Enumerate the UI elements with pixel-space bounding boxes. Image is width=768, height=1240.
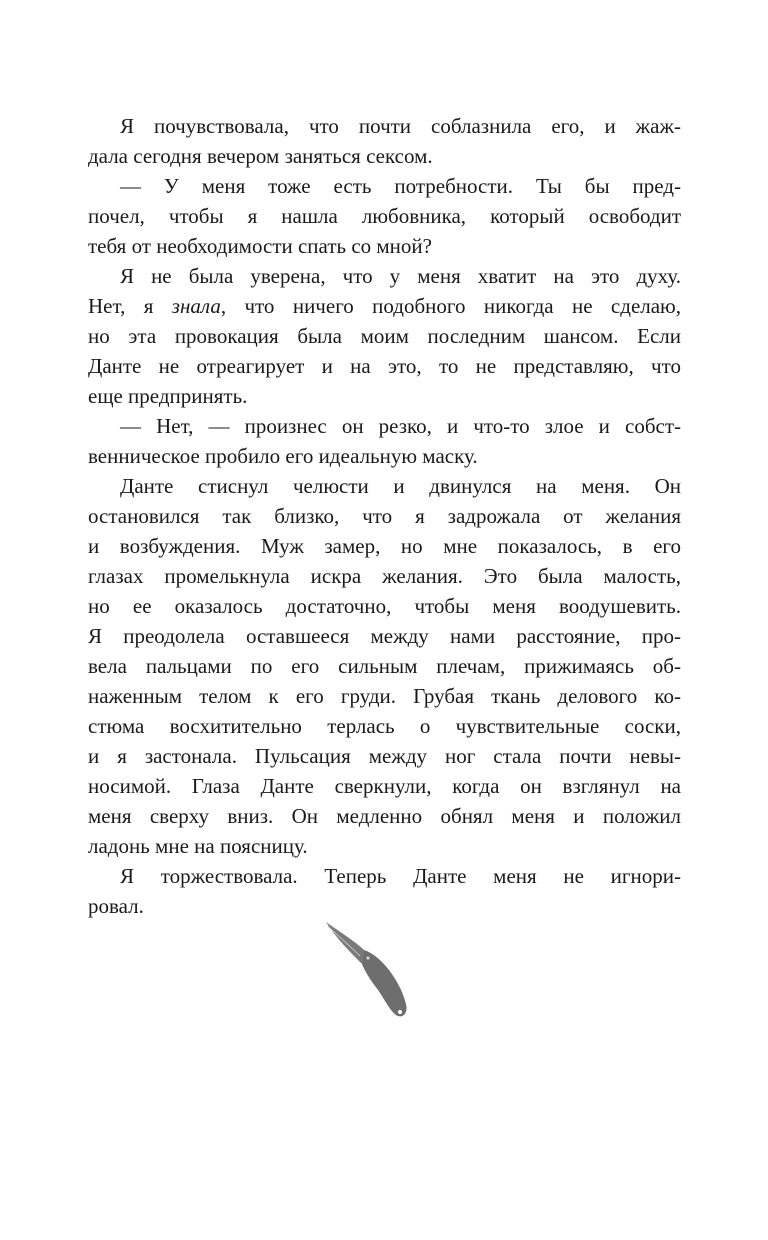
text-line: — У меня тоже есть потребности. Ты бы пред- [120, 174, 681, 198]
text-line: Я почувствовала, что почти соблазнила его, и жаж- [120, 114, 681, 138]
text-line: ладонь мне на поясницу. [88, 834, 308, 858]
text-line: остановился так близко, что я задрожала от желания [88, 504, 681, 528]
text-line [88, 291, 681, 321]
text-segment: , что ничего подобного никогда не сделаю, [220, 294, 681, 318]
text-line: венническое пробило его идеальную маску. [88, 444, 478, 468]
text-segment: Нет, я [88, 294, 172, 318]
text-line: но ее оказалось достаточно, чтобы меня воодушевить. [88, 594, 681, 618]
text-line: глазах промелькнула искра желания. Это была малость, [88, 564, 681, 588]
text-line: тебя от необходимости спать со мной? [88, 234, 432, 258]
text-line: еще предпринять. [88, 384, 248, 408]
text-line: Я торжествовала. Теперь Данте меня не игнори- [120, 864, 681, 888]
text-line: вела пальцами по его сильным плечам, прижимаясь об- [88, 654, 681, 678]
text-line: меня сверху вниз. Он медленно обнял меня и положил [88, 804, 681, 828]
text-line: Я преодолела оставшееся между нами расстояние, про- [88, 624, 681, 648]
knife-icon [320, 918, 416, 1028]
text-line: но эта провокация была моим последним шансом. Если [88, 324, 681, 348]
italic-word: знала [171, 294, 221, 318]
text-line: дала сегодня вечером заняться сексом. [88, 144, 433, 168]
text-line: ровал. [88, 894, 144, 918]
text-line: почел, чтобы я нашла любовника, который освободит [88, 204, 681, 228]
text-line: Я не была уверена, что у меня хватит на это духу. [120, 264, 681, 288]
text-line: и возбуждения. Муж замер, но мне показалось, в его [88, 534, 681, 558]
text-line: носимой. Глаза Данте сверкнули, когда он взглянул на [88, 774, 681, 798]
text-line: и я застонала. Пульсация между ног стала почти невы- [88, 744, 681, 768]
text-line: наженным телом к его груди. Грубая ткань делового ко- [88, 684, 681, 708]
text-line: — Нет, — произнес он резко, и что-то злое и собст- [120, 414, 681, 438]
text-line: Данте не отреагирует и на это, то не представляю, что [88, 354, 681, 378]
text-line: стюма восхитительно терлась о чувствительные соски, [88, 714, 681, 738]
text-line: Данте стиснул челюсти и двинулся на меня. Он [120, 474, 681, 498]
book-page-text [88, 111, 681, 921]
